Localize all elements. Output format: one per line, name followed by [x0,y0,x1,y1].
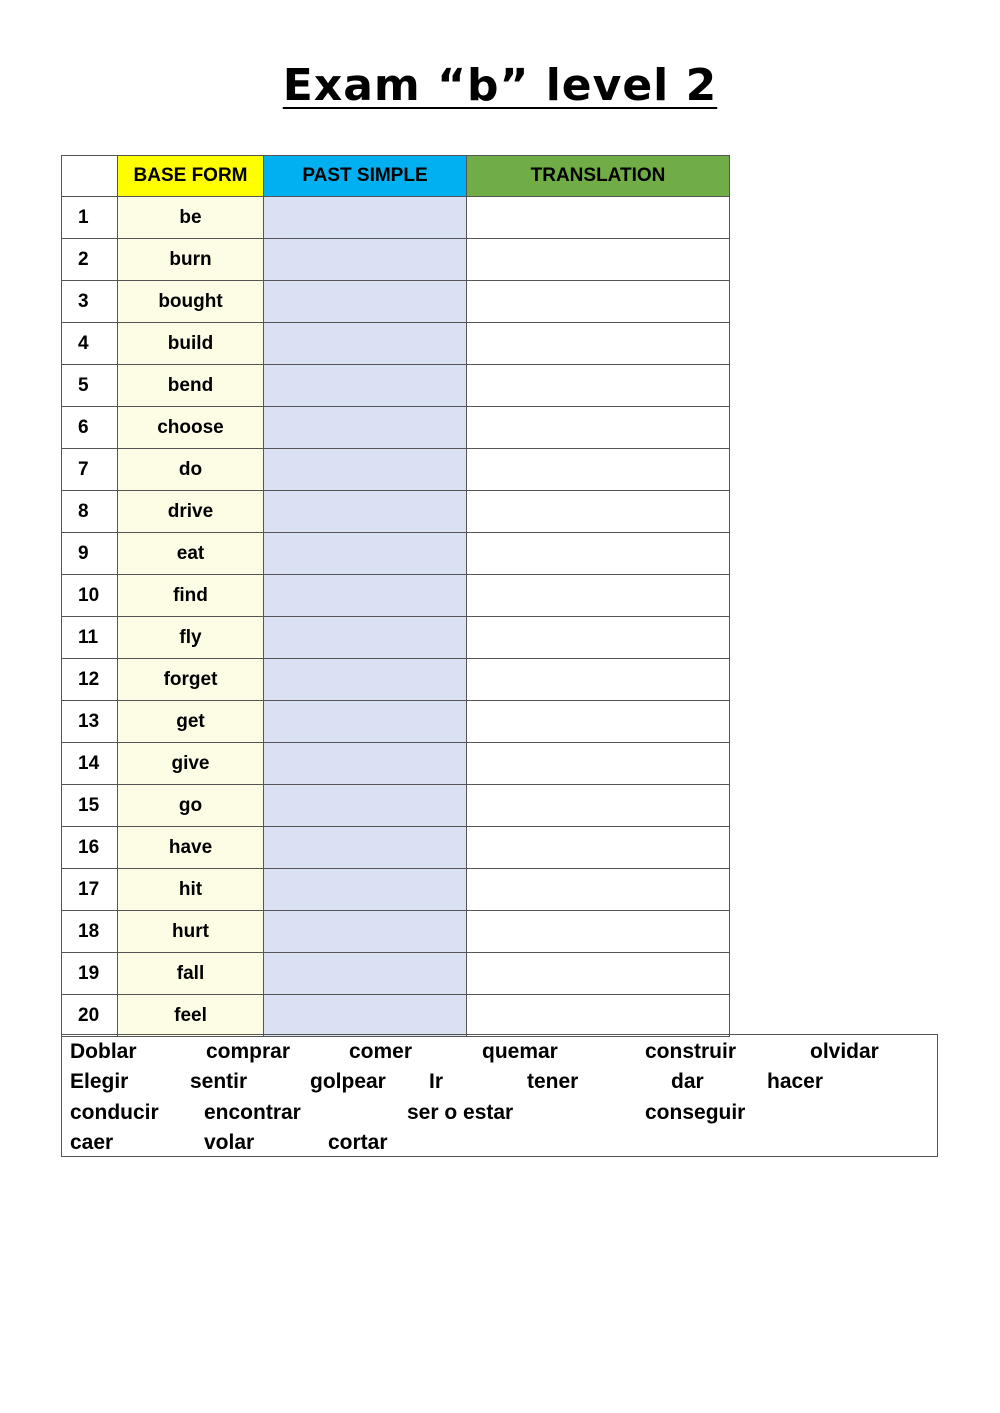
row-number: 20 [62,995,118,1037]
table-row [62,659,730,701]
table-row [62,911,730,953]
translation-answer-cell[interactable] [467,995,730,1037]
row-number: 9 [62,533,118,575]
row-number: 17 [62,869,118,911]
translation-answer-cell[interactable] [467,323,730,365]
word-bank-item: golpear [310,1070,386,1093]
table-row [62,449,730,491]
row-number: 1 [62,197,118,239]
past-simple-answer-cell[interactable] [264,407,467,449]
past-simple-answer-cell[interactable] [264,869,467,911]
base-form-cell: bend [118,365,264,407]
word-bank-item: Elegir [70,1070,129,1093]
header-past-simple: PAST SIMPLE [264,156,467,197]
word-bank-item: encontrar [204,1101,301,1124]
translation-answer-cell[interactable] [467,953,730,995]
row-number: 13 [62,701,118,743]
base-form-cell: be [118,197,264,239]
translation-answer-cell[interactable] [467,869,730,911]
table-row [62,197,730,239]
past-simple-answer-cell[interactable] [264,995,467,1037]
base-form-cell: do [118,449,264,491]
past-simple-answer-cell[interactable] [264,911,467,953]
past-simple-answer-cell[interactable] [264,239,467,281]
base-form-cell: hurt [118,911,264,953]
row-number: 8 [62,491,118,533]
table-row [62,575,730,617]
base-form-cell: burn [118,239,264,281]
word-bank-item: olvidar [810,1040,879,1063]
translation-answer-cell[interactable] [467,533,730,575]
base-form-cell: build [118,323,264,365]
translation-answer-cell[interactable] [467,785,730,827]
word-bank-item: comer [349,1040,413,1063]
table-row [62,701,730,743]
table-row [62,617,730,659]
table-body [62,197,730,1037]
row-number: 10 [62,575,118,617]
verb-table [61,155,730,1037]
row-number: 14 [62,743,118,785]
word-bank [61,1034,938,1157]
word-bank-item: tener [527,1070,579,1093]
row-number: 5 [62,365,118,407]
past-simple-answer-cell[interactable] [264,743,467,785]
row-number: 19 [62,953,118,995]
row-number: 7 [62,449,118,491]
word-bank-item: comprar [206,1040,291,1063]
translation-answer-cell[interactable] [467,449,730,491]
table-row [62,827,730,869]
translation-answer-cell[interactable] [467,491,730,533]
translation-answer-cell[interactable] [467,239,730,281]
past-simple-answer-cell[interactable] [264,491,467,533]
row-number: 4 [62,323,118,365]
base-form-cell: choose [118,407,264,449]
past-simple-answer-cell[interactable] [264,701,467,743]
table-row [62,323,730,365]
word-bank-item: dar [671,1070,704,1093]
row-number: 12 [62,659,118,701]
row-number: 18 [62,911,118,953]
row-number: 6 [62,407,118,449]
table-row [62,239,730,281]
past-simple-answer-cell[interactable] [264,827,467,869]
word-bank-item: quemar [482,1040,558,1063]
table-row [62,491,730,533]
base-form-cell: find [118,575,264,617]
header-translation: TRANSLATION [467,156,730,197]
translation-answer-cell[interactable] [467,701,730,743]
header-base-form: BASE FORM [118,156,264,197]
past-simple-answer-cell[interactable] [264,533,467,575]
translation-answer-cell[interactable] [467,911,730,953]
past-simple-answer-cell[interactable] [264,365,467,407]
table-row [62,743,730,785]
word-bank-item: construir [645,1040,737,1063]
row-number: 11 [62,617,118,659]
word-bank-item: cortar [328,1131,388,1154]
translation-answer-cell[interactable] [467,827,730,869]
base-form-cell: get [118,701,264,743]
base-form-cell: go [118,785,264,827]
table-row [62,533,730,575]
page-title-text: Exam “b” level 2 [282,60,718,111]
past-simple-answer-cell[interactable] [264,617,467,659]
translation-answer-cell[interactable] [467,617,730,659]
translation-answer-cell[interactable] [467,659,730,701]
word-bank-item: Doblar [70,1040,137,1063]
word-bank-item: conseguir [645,1101,746,1124]
past-simple-answer-cell[interactable] [264,785,467,827]
base-form-cell: give [118,743,264,785]
base-form-cell: drive [118,491,264,533]
word-bank-item: conducir [70,1101,159,1124]
row-number: 2 [62,239,118,281]
row-number: 3 [62,281,118,323]
word-bank-item: caer [70,1131,114,1154]
row-number: 16 [62,827,118,869]
base-form-cell: feel [118,995,264,1037]
table-row [62,953,730,995]
base-form-cell: hit [118,869,264,911]
translation-answer-cell[interactable] [467,281,730,323]
past-simple-answer-cell[interactable] [264,197,467,239]
word-bank-item: hacer [767,1070,824,1093]
table-row [62,785,730,827]
past-simple-answer-cell[interactable] [264,449,467,491]
word-bank-item: Ir [429,1070,444,1093]
word-bank-item: sentir [190,1070,248,1093]
row-number: 15 [62,785,118,827]
translation-answer-cell[interactable] [467,197,730,239]
word-bank-item: volar [204,1131,255,1154]
base-form-cell: eat [118,533,264,575]
translation-answer-cell[interactable] [467,575,730,617]
table-row [62,869,730,911]
translation-answer-cell[interactable] [467,407,730,449]
table-row [62,407,730,449]
word-bank-item: ser o estar [407,1101,514,1124]
table-row [62,995,730,1037]
past-simple-answer-cell[interactable] [264,323,467,365]
translation-answer-cell[interactable] [467,743,730,785]
header-number [62,156,118,197]
base-form-cell: have [118,827,264,869]
base-form-cell: fly [118,617,264,659]
base-form-cell: forget [118,659,264,701]
page-title [0,60,1000,111]
table-header-row [62,156,730,197]
translation-answer-cell[interactable] [467,365,730,407]
table-row [62,281,730,323]
past-simple-answer-cell[interactable] [264,575,467,617]
past-simple-answer-cell[interactable] [264,953,467,995]
past-simple-answer-cell[interactable] [264,659,467,701]
base-form-cell: fall [118,953,264,995]
table-row [62,365,730,407]
past-simple-answer-cell[interactable] [264,281,467,323]
base-form-cell: bought [118,281,264,323]
